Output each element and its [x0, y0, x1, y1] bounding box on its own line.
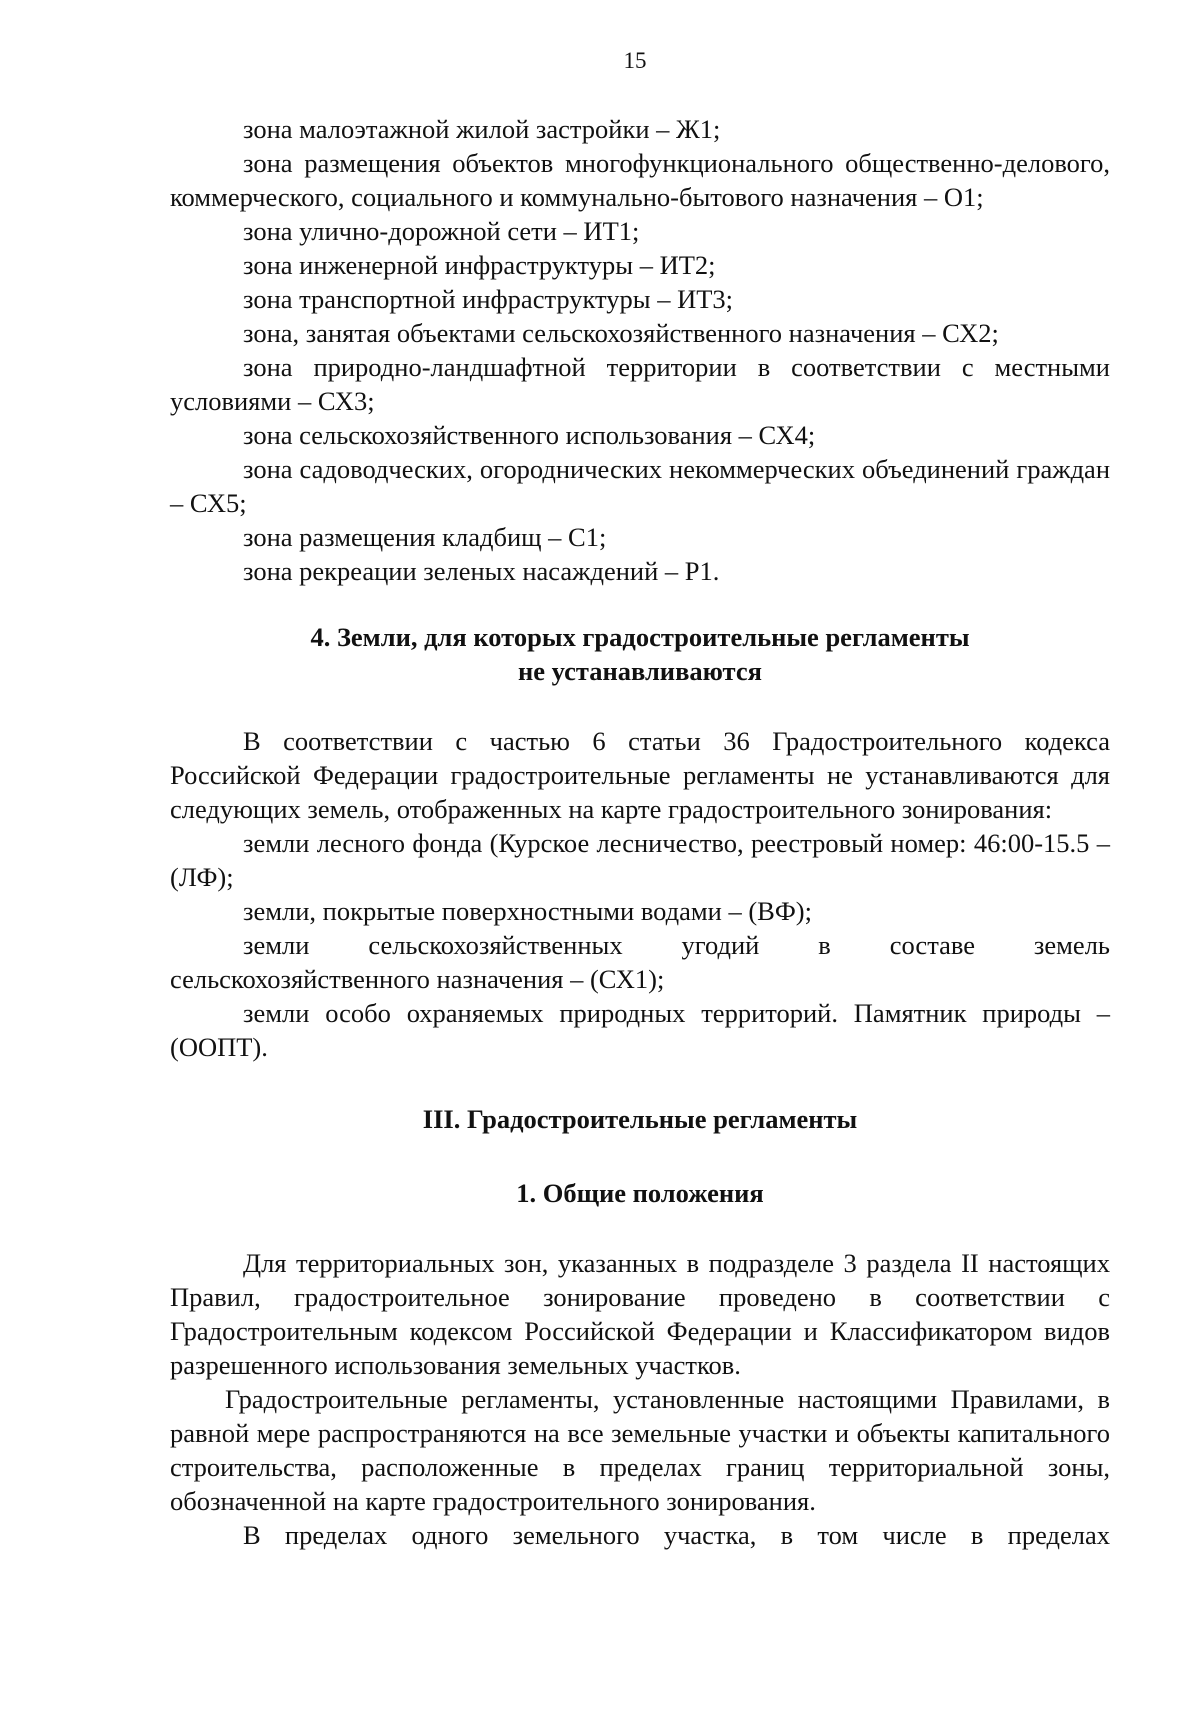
zone-item: зона инженерной инфраструктуры – ИТ2; — [243, 250, 716, 280]
zone-item: зона размещения кладбищ – С1; — [243, 522, 607, 552]
document-body — [170, 112, 1110, 1552]
paragraph: В пределах одного земельного участка, в том числе в пределах — [243, 1520, 1110, 1550]
section-iii-heading: III. Градостроительные регламенты — [422, 1104, 858, 1134]
paragraph: Для территориальных зон, указанных в подразделе 3 раздела II настоящих Правил, градостроительное зонирование проведено в соответствии с Градостроительным кодексом Российской Федерации и Классификатором видов разрешенного использования земельных участков. — [170, 1248, 1110, 1380]
zones-list — [170, 112, 1110, 588]
paragraph: земли, покрытые поверхностными водами – (ВФ); — [243, 896, 812, 926]
paragraph: земли лесного фонда (Курское лесничество, реестровый номер: 46:00-15.5 – (ЛФ); — [170, 828, 1110, 892]
paragraph: В соответствии с частью 6 статьи 36 Градостроительного кодекса Российской Федерации градостроительные регламенты не устанавливаются для следующих земель, отображенных на карте градостроительного зонирования: — [170, 726, 1110, 824]
zone-item: зона, занятая объектами сельскохозяйственного назначения – СХ2; — [243, 318, 999, 348]
section-heading-line: 4. Земли, для которых градостроительные регламенты — [310, 622, 970, 652]
zone-item: зона рекреации зеленых насаждений – Р1. — [243, 556, 720, 586]
zone-item: зона природно-ландшафтной территории в соответствии с местными условиями – СХ3; — [170, 352, 1110, 416]
zone-item: зона транспортной инфраструктуры – ИТ3; — [243, 284, 734, 314]
subsection-1-heading: 1. Общие положения — [516, 1178, 764, 1208]
zone-item: зона размещения объектов многофункционального общественно-делового, коммерческого, социального и коммунально-бытового назначения – О1; — [170, 148, 1110, 212]
paragraph: земли сельскохозяйственных угодий в составе земель сельскохозяйственного назначения – (СХ1); — [170, 930, 1110, 994]
zone-item: зона садоводческих, огороднических некоммерческих объединений граждан – СХ5; — [170, 454, 1110, 518]
section-4-body — [170, 724, 1110, 1064]
paragraph: земли особо охраняемых природных территорий. Памятник природы – (ООПТ). — [170, 998, 1110, 1062]
page-number: 15 — [623, 48, 647, 73]
zone-item: зона малоэтажной жилой застройки – Ж1; — [243, 114, 721, 144]
subsection-1-body — [170, 1246, 1110, 1552]
zone-item: зона улично-дорожной сети – ИТ1; — [243, 216, 640, 246]
section-4-heading — [170, 620, 1110, 688]
section-heading-line: не устанавливаются — [518, 656, 762, 686]
paragraph: Градостроительные регламенты, установленные настоящими Правилами, в равной мере распространяются на все земельные участки и объекты капитального строительства, расположенные в пределах границ территориальной зоны, обозначенной на карте градостроительного зонирования. — [170, 1384, 1110, 1516]
zone-item: зона сельскохозяйственного использования – СХ4; — [243, 420, 816, 450]
